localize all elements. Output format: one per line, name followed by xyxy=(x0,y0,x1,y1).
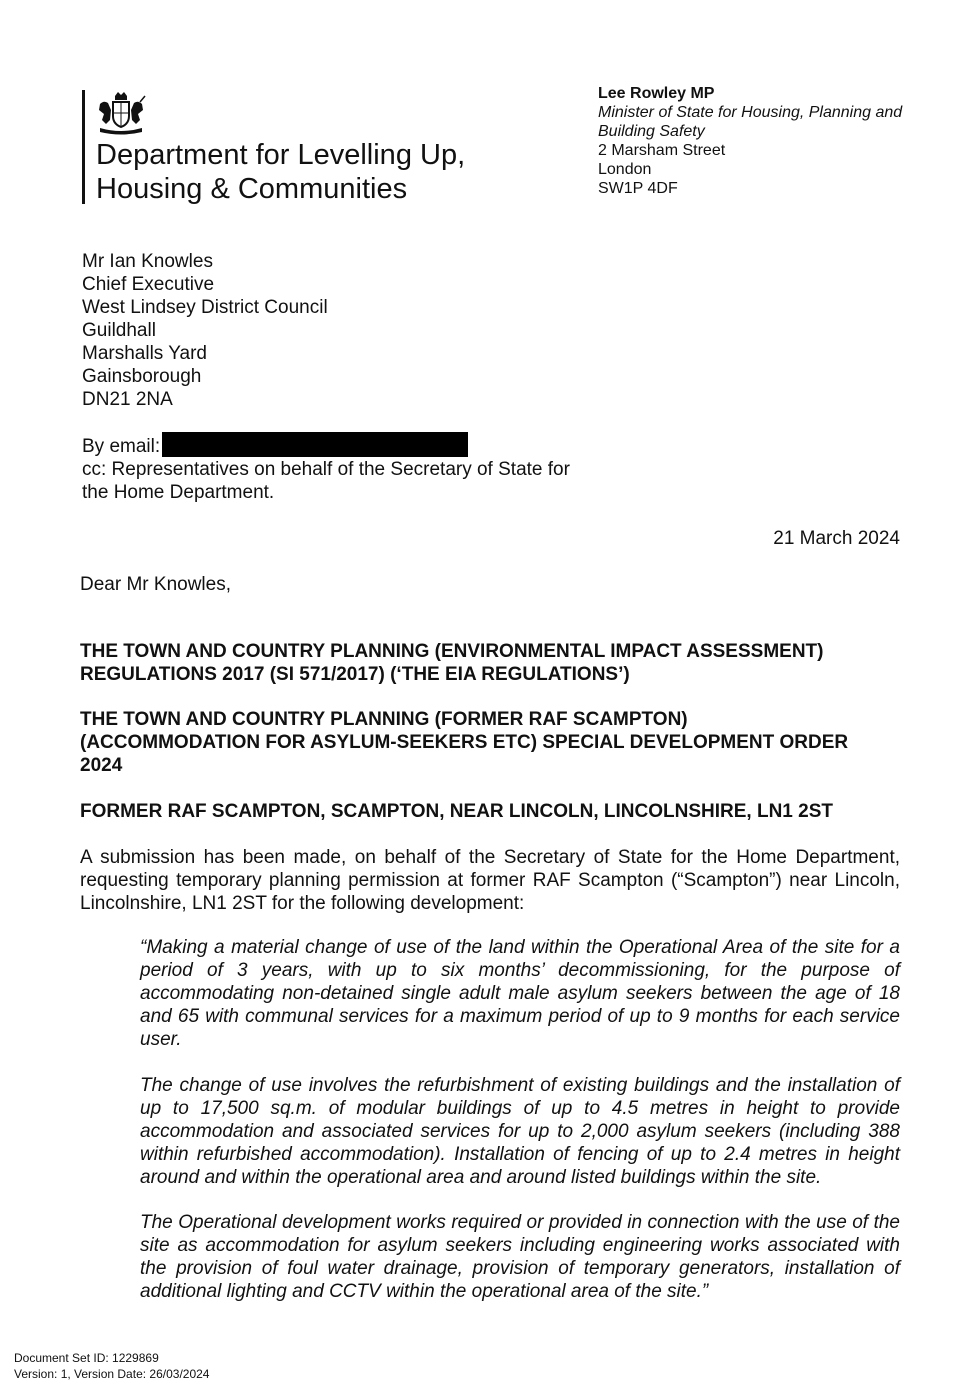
salutation: Dear Mr Knowles, xyxy=(80,574,231,595)
quote-paragraph-1: “Making a material change of use of the land within the Operational Area of the site for a period of 3 years, with up to six months’ decommissioning, for the purpose of accommodating non-detained single adult male asylum seekers between the age of 18 and 65 with communal services for a maximum period of up to 9 months for each service user. xyxy=(140,937,900,1050)
heading-line: THE TOWN AND COUNTRY PLANNING (ENVIRONMENTAL IMPACT ASSESSMENT) xyxy=(80,641,824,662)
recipient-address xyxy=(82,250,328,411)
logo-divider-bar xyxy=(82,90,85,204)
recipient-line: Mr Ian Knowles xyxy=(82,251,213,272)
document-footer xyxy=(14,1350,209,1382)
heading-site-address: FORMER RAF SCAMPTON, SCAMPTON, NEAR LINCOLN, LINCOLNSHIRE, LN1 2ST xyxy=(80,801,833,822)
recipient-line: Marshalls Yard xyxy=(82,343,207,364)
heading-eia-regulations xyxy=(80,640,900,686)
sender-address-line: 2 Marsham Street xyxy=(598,142,726,159)
heading-special-development-order xyxy=(80,708,900,777)
email-line xyxy=(82,432,642,458)
heading-line: 2024 xyxy=(80,755,123,776)
department-name xyxy=(96,138,465,206)
recipient-line: DN21 2NA xyxy=(82,389,173,410)
department-name-line1: Department for Levelling Up, xyxy=(96,139,466,171)
intro-paragraph: A submission has been made, on behalf of the Secretary of State for the Home Department, requesting temporary planning permission at former RAF Scampton (“Scampton”) near Lincoln, Lincolnshire, LN1 2ST for the following development: xyxy=(80,847,900,914)
sender-name: Lee Rowley MP xyxy=(598,85,715,102)
letter-date: 21 March 2024 xyxy=(773,528,900,549)
cc-line2: the Home Department. xyxy=(82,482,275,503)
sender-address-line: London xyxy=(598,161,652,178)
royal-coat-of-arms-icon xyxy=(94,90,148,136)
redaction-box xyxy=(162,432,468,457)
sender-role-line2: Building Safety xyxy=(598,123,705,140)
footer-document-set-id: Document Set ID: 1229869 xyxy=(14,1351,159,1365)
heading-line: THE TOWN AND COUNTRY PLANNING (FORMER RAF SCAMPTON) xyxy=(80,709,688,730)
heading-line: REGULATIONS 2017 (SI 571/2017) (‘THE EIA REGULATIONS’) xyxy=(80,664,630,685)
cc-line1: cc: Representatives on behalf of the Secretary of State for xyxy=(82,459,570,480)
email-label: By email: xyxy=(82,436,161,457)
sender-block xyxy=(598,84,902,198)
quote-paragraph-2: The change of use involves the refurbishment of existing buildings and the installation of up to 17,500 sq.m. of modular buildings of up to 4.5 metres in height to provide accommodation and associated services for up to 2,000 asylum seekers (including 388 within refurbished accommodation). Installation of fencing of up to 2.4 metres in height around and within the operational area and around listed buildings within the site. xyxy=(140,1075,900,1188)
recipient-line: Guildhall xyxy=(82,320,156,341)
sender-role-line1: Minister of State for Housing, Planning and xyxy=(598,104,903,121)
heading-line: (ACCOMMODATION FOR ASYLUM-SEEKERS ETC) SPECIAL DEVELOPMENT ORDER xyxy=(80,732,849,753)
email-block xyxy=(82,432,642,504)
recipient-line: Chief Executive xyxy=(82,274,215,295)
quote-paragraph-3: The Operational development works required or provided in connection with the use of the site as accommodation for asylum seekers including engineering works associated with the provision of foul water drainage, provision of temporary generators, installation of additional lighting and CCTV within the operational area of the site.” xyxy=(140,1212,900,1302)
recipient-line: Gainsborough xyxy=(82,366,202,387)
footer-version: Version: 1, Version Date: 26/03/2024 xyxy=(14,1367,210,1381)
sender-address-line: SW1P 4DF xyxy=(598,180,678,197)
recipient-line: West Lindsey District Council xyxy=(82,297,328,318)
department-name-line2: Housing & Communities xyxy=(96,173,408,205)
